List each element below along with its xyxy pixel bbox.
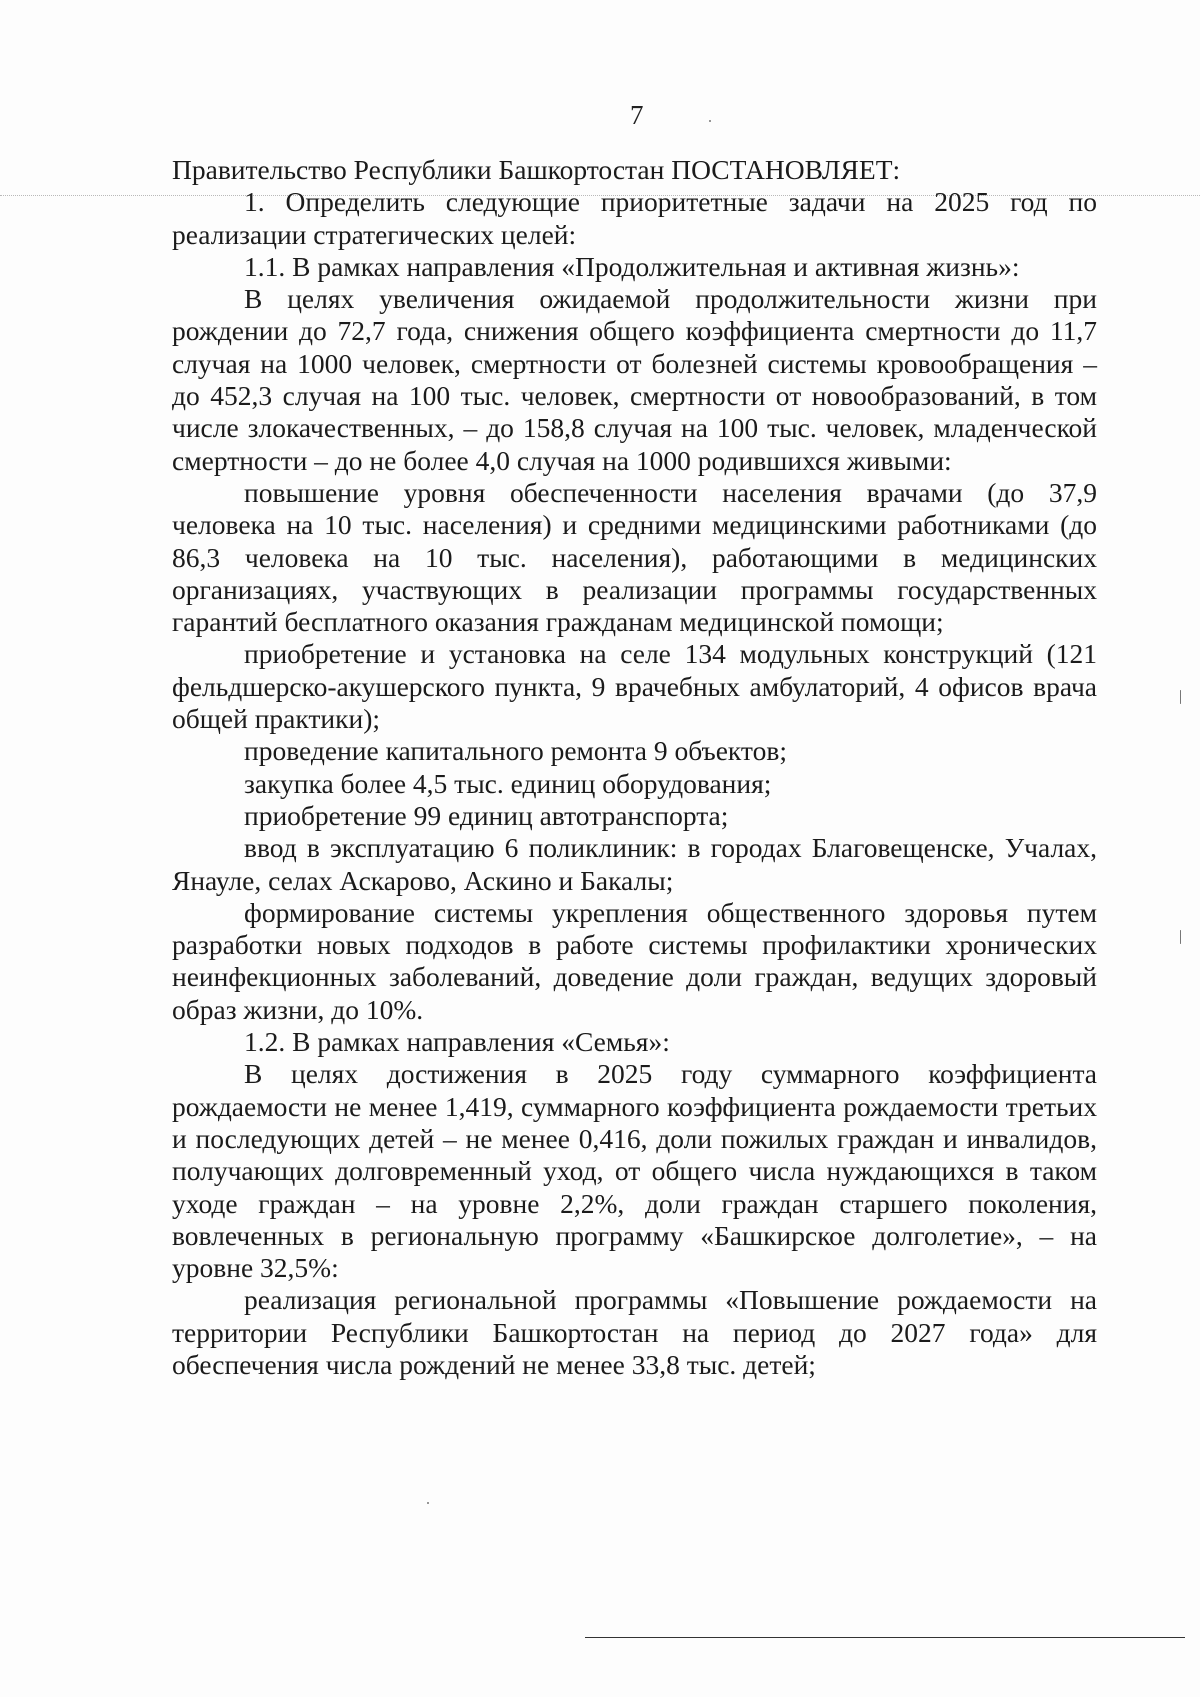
paragraph-item-1: 1. Определить следующие приоритетные задачи на 2025 год по реализации стратегических целей:: [172, 186, 1097, 250]
list-item-birth-rate-program: реализация региональной программы «Повышение рождаемости на территории Республики Башкортостан на период до 2027 года» для обеспечения числа рождений не менее 33,8 тыс. детей;: [172, 1284, 1097, 1380]
list-item-equipment: закупка более 4,5 тыс. единиц оборудования;: [244, 767, 772, 799]
section-heading-1-1: 1.1. В рамках направления «Продолжительная и активная жизнь»:: [244, 250, 1020, 282]
section-heading-1-2: 1.2. В рамках направления «Семья»:: [244, 1026, 670, 1058]
list-item-modular-buildings: приобретение и установка на селе 134 модульных конструкций (121 фельдшерско-акушерского пункта, 9 врачебных амбулаторий, 4 офисов врача общей практики);: [172, 638, 1097, 735]
list-item-vehicles: приобретение 99 единиц автотранспорта;: [244, 799, 729, 831]
resolution-preamble: Правительство Республики Башкортостан ПОСТАНОВЛЯЕТ:: [172, 154, 901, 185]
list-item-repair: проведение капитального ремонта 9 объектов;: [244, 735, 787, 767]
list-item-doctors: повышение уровня обеспеченности населения врачами (до 37,9 человека на 10 тыс. населения) и средними медицинскими работниками (до 86,3 человека на 10 тыс. населения), работающими в медицинских организациях, участвующих в реализации программы государственных гарантий бесплатного оказания гражданам медицинской помощи;: [172, 476, 1097, 638]
list-item-polyclinics: ввод в эксплуатацию 6 поликлиник: в городах Благовещенске, Учалах, Янауле, селах Аскарово, Аскино и Бакалы;: [172, 832, 1097, 896]
scan-speck: [1180, 930, 1181, 944]
scan-speck: [709, 120, 711, 122]
paragraph-goals-1-2: В целях достижения в 2025 году суммарного коэффициента рождаемости не менее 1,419, суммарного коэффициента рождаемости третьих и последующих детей – не менее 0,416, доли пожилых граждан и инвалидов, получающих долговременный уход, от общего числа нуждающихся в таком уходе граждан – на уровне 2,2%, доли граждан старшего поколения, вовлеченных в региональную программу «Башкирское долголетие», – на уровне 32,5%:: [172, 1058, 1097, 1284]
scan-speck: [1180, 690, 1181, 704]
scan-speck: [427, 1502, 429, 1504]
list-item-public-health: формирование системы укрепления общественного здоровья путем разработки новых подходов в работе системы профилактики хронических неинфекционных заболеваний, доведение доли граждан, ведущих здоровый образ жизни, до 10%.: [172, 896, 1097, 1025]
footer-rule: [585, 1637, 1185, 1638]
page-number: 7: [630, 100, 644, 130]
document-body: [172, 154, 1097, 1381]
paragraph-goals-1-1: В целях увеличения ожидаемой продолжительности жизни при рождении до 72,7 года, снижения общего коэффициента смертности до 11,7 случая на 1000 человек, смертности от болезней системы кровообращения – до 452,3 случая на 100 тыс. человек, смертности от новообразований, в том числе злокачественных, – до 158,8 случая на 100 тыс. человек, младенческой смертности – до не более 4,0 случая на 1000 родившихся живыми:: [172, 283, 1097, 476]
